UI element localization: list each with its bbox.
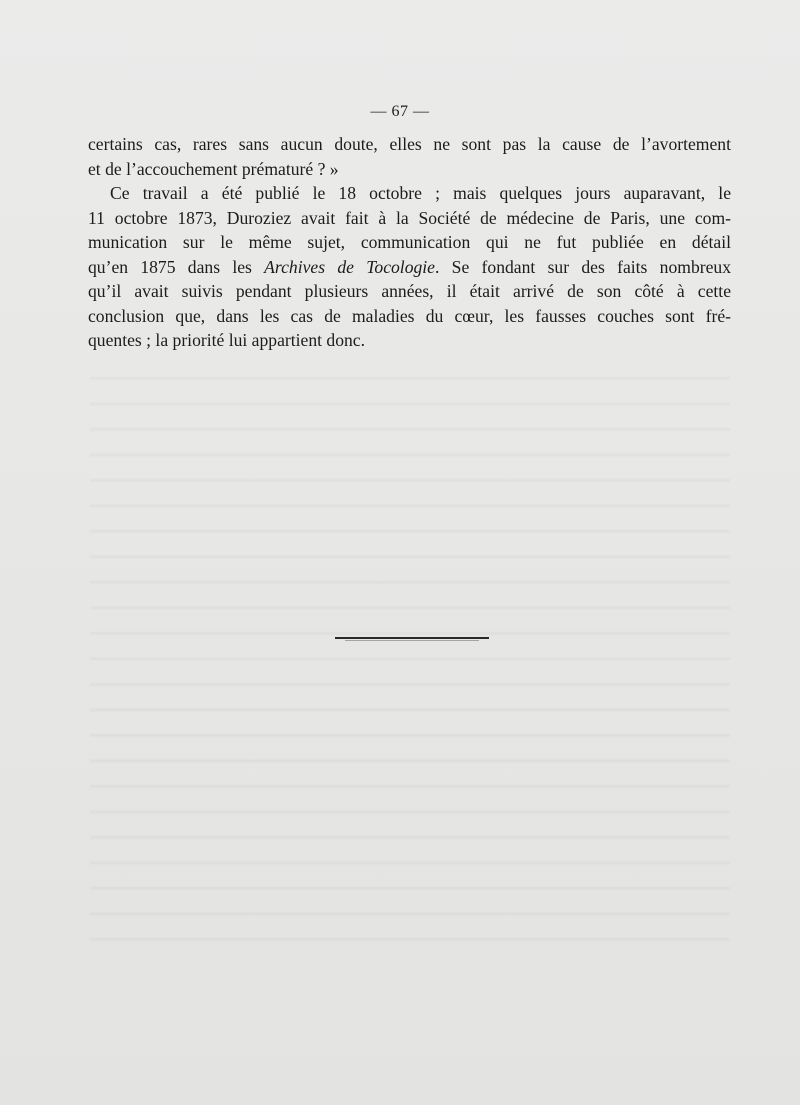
section-divider [335,637,489,639]
bleed-through-texture [90,360,730,960]
text-line: certains cas, rares sans aucun doute, elles ne sont pas la cause de l’avortement [88,134,731,154]
text-line: et de l’accouchement prématuré ? » [88,158,339,179]
text-segment: . Se fondant sur des faits nombreux [435,256,731,277]
text-line: conclusion que, dans les cas de maladies du cœur, les fausses couches sont fré- [88,305,731,326]
text-line: quentes ; la priorité lui appartient donc. [88,330,366,350]
text-line: Ce travail a été publié le 18 octobre ; mais quelques jours auparavant, le [110,183,731,203]
text-line [88,255,731,280]
body-text [88,132,731,353]
text-line: munication sur le même sujet, communication qui ne fut publiée en détail [88,232,731,252]
text-line: qu’il avait suivis pendant plusieurs années, il était arrivé de son côté à cette [88,281,731,301]
text-line: 11 octobre 1873, Duroziez avait fait à la Société de médecine de Paris, une com- [88,207,731,228]
page-number: — 67 — [370,103,430,120]
journal-title: Archives de Tocologie [264,256,435,277]
text-segment: qu’en 1875 dans les [88,256,265,277]
